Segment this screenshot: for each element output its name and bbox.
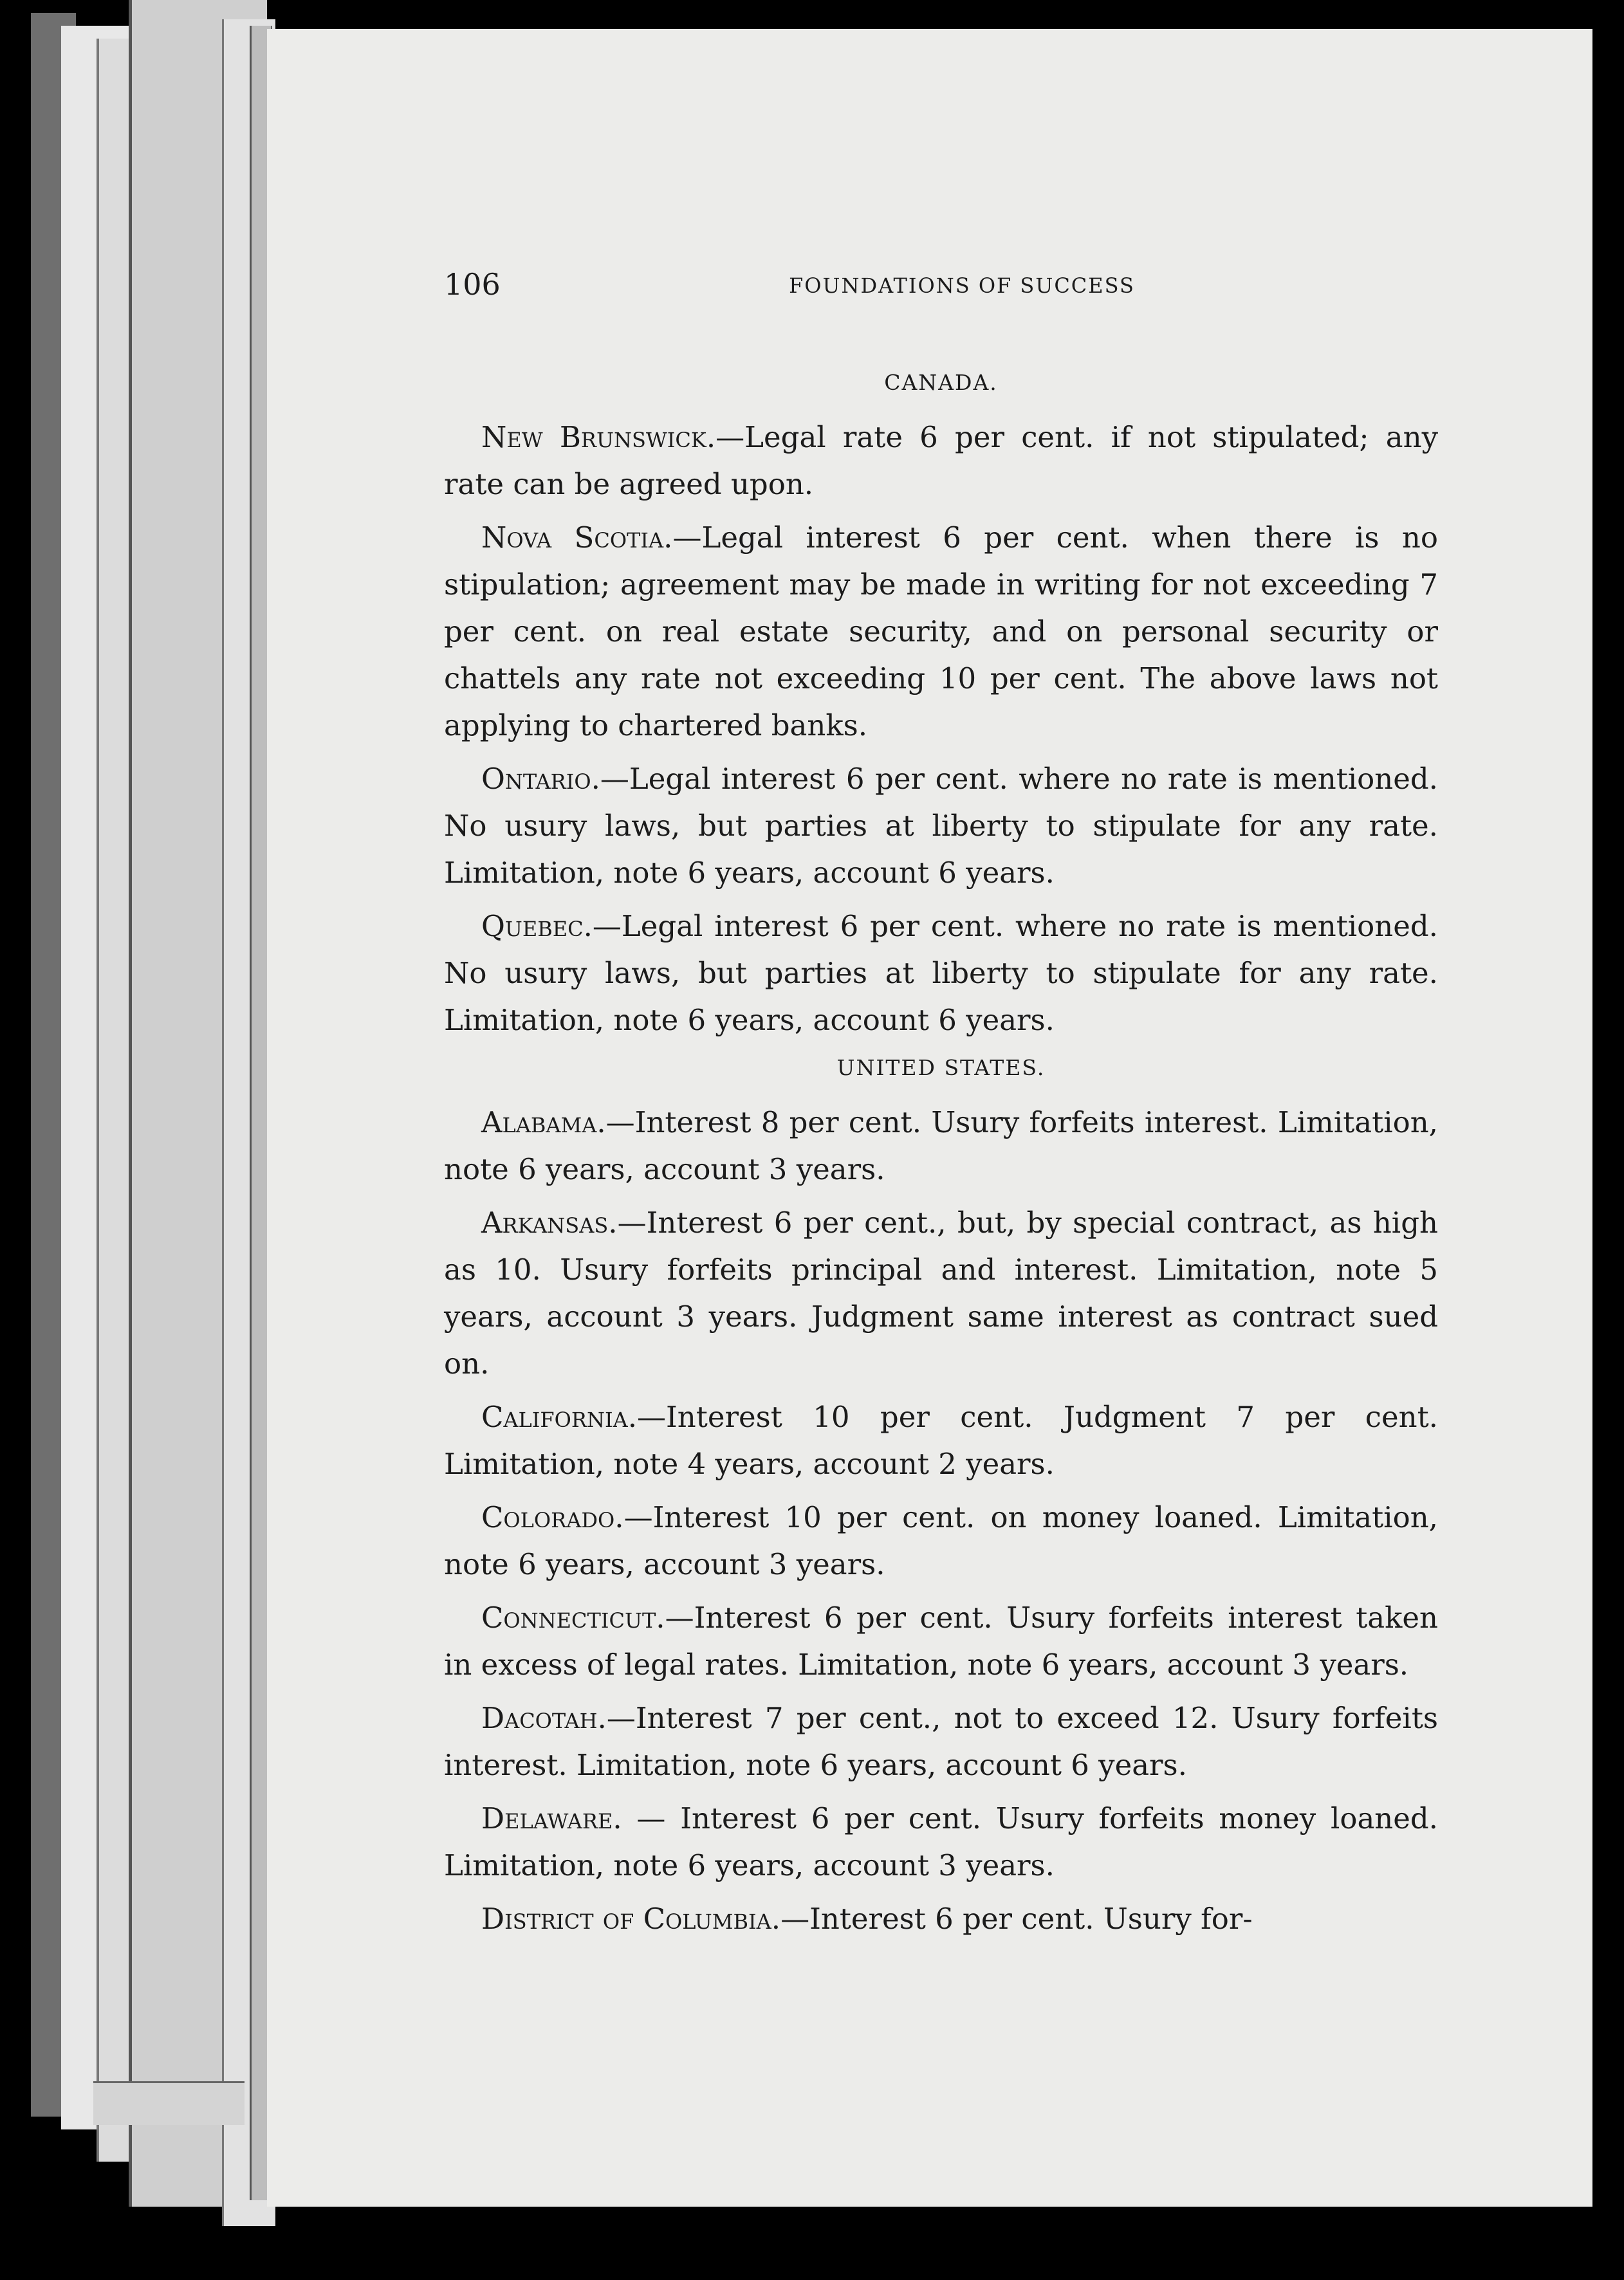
entry-text: —Interest 7 per cent., not to exceed 12. Usury forfeits interest. Limitation, note 6 years, account 6 years. [444,1701,1438,1782]
entry-text: —Interest 8 per cent. Usury forfeits interest. Limitation, note 6 years, account 3 years. [444,1105,1438,1186]
entry-name: Ontario. [481,762,600,796]
entry-text: —Legal interest 6 per cent. where no rate is mentioned. No usury laws, but parties at liberty to stipulate for any rate. Limitation, note 6 years, account 6 years. [444,909,1438,1037]
section-heading-canada: CANADA. [884,370,998,395]
entry-name: Nova Scotia. [481,520,673,555]
entry-text: —Interest 10 per cent. on money loaned. Limitation, note 6 years, account 3 years. [444,1500,1438,1581]
entry-name: Arkansas. [481,1206,618,1240]
entry-nova-scotia [444,514,1438,749]
entry-text: —Legal rate 6 per cent. if not stipulated; any rate can be agreed upon. [444,420,1438,501]
entry-name: California. [481,1400,638,1434]
running-title: FOUNDATIONS OF SUCCESS [789,273,1135,298]
entry-name: District of Columbia. [481,1902,781,1936]
entry-california [444,1393,1438,1487]
page-number: 106 [444,267,501,302]
entry-alabama [444,1099,1438,1193]
entry-name: Colorado. [481,1500,624,1534]
entry-text: —Interest 6 per cent., but, by special contract, as high as 10. Usury forfeits principal and interest. Limitation, note 5 years, account 3 years. Judgment same interest as contract sued on. [444,1206,1438,1381]
entry-name: Delaware. [481,1801,622,1835]
entry-district-of-columbia [444,1895,1438,1942]
entry-text: —Interest 10 per cent. Judgment 7 per cent. Limitation, note 4 years, account 2 years. [444,1400,1438,1481]
entry-ontario [444,755,1438,896]
book-page [267,29,1592,2207]
running-head [444,267,1464,306]
page-stack-edge [93,2081,245,2125]
entry-text: —Legal interest 6 per cent. where no rate is mentioned. No usury laws, but parties at liberty to stipulate for any rate. Limitation, note 6 years, account 6 years. [444,762,1438,890]
entry-text: — Interest 6 per cent. Usury forfeits money loaned. Limitation, note 6 years, account 3 years. [444,1801,1438,1882]
entry-quebec [444,903,1438,1043]
entry-text: —Legal interest 6 per cent. when there is no stipulation; agreement may be made in writing for not exceeding 7 per cent. on real estate security, and on personal security or chattels any rate not exceeding 10 per cent. The above laws not applying to chartered banks. [444,520,1438,742]
entry-text: —Interest 6 per cent. Usury forfeits interest taken in excess of legal rates. Limitation, note 6 years, account 3 years. [444,1601,1438,1682]
entry-name: Alabama. [481,1105,606,1139]
entry-new-brunswick [444,414,1438,508]
entry-colorado [444,1494,1438,1588]
section-heading-united-states: UNITED STATES. [836,1055,1046,1080]
entry-name: New Brunswick. [481,420,716,454]
entry-name: Quebec. [481,909,593,943]
entry-connecticut [444,1594,1438,1688]
entry-delaware [444,1795,1438,1889]
body-text [444,363,1438,1942]
entry-text: —Interest 6 per cent. Usury for- [780,1902,1253,1936]
entry-arkansas [444,1199,1438,1387]
entry-name: Dacotah. [481,1701,607,1735]
entry-dacotah [444,1695,1438,1788]
entry-name: Connecticut. [481,1601,665,1635]
